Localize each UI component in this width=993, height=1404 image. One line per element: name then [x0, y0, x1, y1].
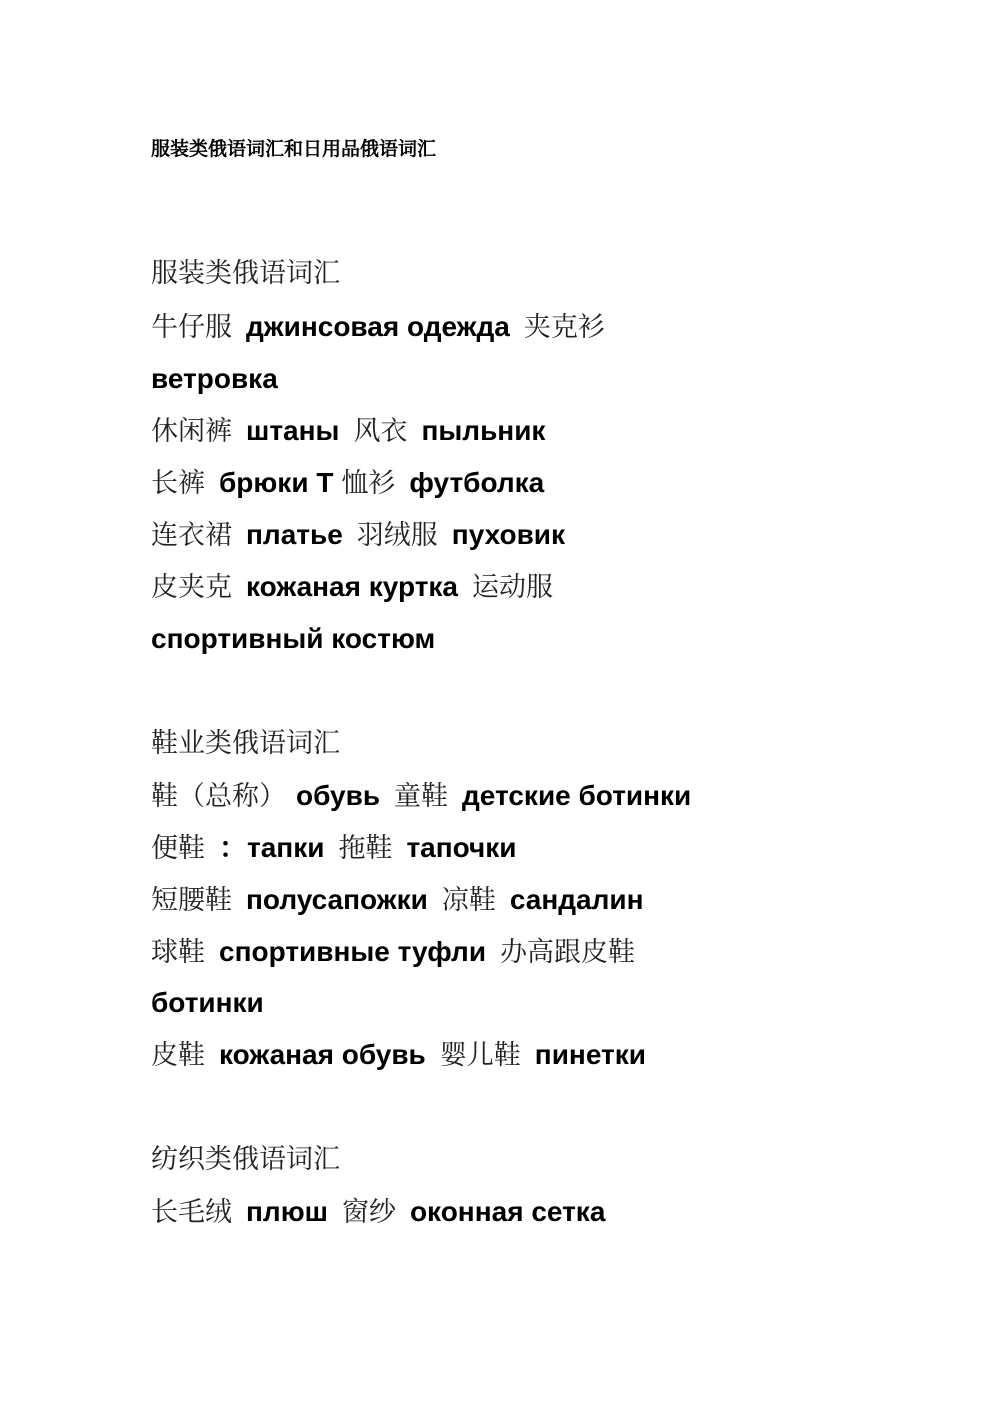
russian-term: ветровка	[151, 363, 278, 394]
russian-term: ：тапки	[219, 832, 325, 863]
chinese-term: 短腰鞋	[151, 885, 232, 916]
russian-term: брюки Т	[219, 467, 334, 498]
chinese-term: 运动服	[472, 572, 553, 603]
document-title: 服装类俄语词汇和日用品俄语词汇	[151, 138, 437, 160]
russian-term: кожаная обувь	[219, 1039, 426, 1070]
chinese-term: 凉鞋	[441, 885, 496, 916]
section-heading-textiles: 纺织类俄语词汇	[151, 1144, 340, 1175]
chinese-term: 办高跟皮鞋	[500, 937, 636, 968]
vocab-line	[151, 463, 544, 503]
chinese-term: 长毛绒	[151, 1197, 232, 1228]
russian-term: пыльник	[421, 415, 546, 446]
vocab-line	[151, 1035, 646, 1075]
russian-term: плюш	[246, 1196, 328, 1227]
russian-term: детские ботинки	[462, 780, 692, 811]
vocab-line	[151, 411, 545, 451]
russian-term: спортивный костюм	[151, 623, 436, 654]
chinese-term: 皮夹克	[151, 572, 232, 603]
russian-term: штаны	[246, 415, 340, 446]
section-heading-clothing: 服装类俄语词汇	[151, 258, 340, 289]
vocab-line	[151, 932, 635, 972]
russian-term: полусапожки	[246, 884, 428, 915]
russian-term: футболка	[409, 467, 545, 498]
russian-term: спортивные туфли	[219, 936, 487, 967]
vocab-line	[151, 1192, 605, 1232]
chinese-term: 拖鞋	[338, 833, 393, 864]
chinese-term: 夹克衫	[523, 312, 605, 343]
vocab-line	[151, 619, 435, 659]
russian-term: обувь	[296, 780, 381, 811]
chinese-term: 休闲裤	[151, 416, 232, 447]
vocab-line	[151, 515, 565, 555]
chinese-term: 童鞋	[394, 781, 449, 812]
chinese-term: 长裤	[151, 468, 205, 499]
russian-term: платье	[246, 519, 343, 550]
russian-term: пуховик	[451, 519, 566, 550]
russian-term: кожаная куртка	[246, 571, 458, 602]
chinese-term: 鞋（总称）	[151, 781, 286, 812]
chinese-term: 窗纱	[341, 1197, 396, 1228]
chinese-term: 恤衫	[341, 468, 396, 499]
chinese-term: 皮鞋	[151, 1040, 205, 1071]
chinese-term: 连衣裙	[151, 520, 232, 551]
vocab-line	[151, 359, 278, 399]
chinese-term: 牛仔服	[151, 312, 232, 343]
vocab-line	[151, 880, 643, 920]
russian-term: пинетки	[534, 1039, 646, 1070]
vocab-line	[151, 983, 264, 1023]
russian-term: оконная сетка	[409, 1196, 606, 1227]
chinese-term: 风衣	[353, 416, 408, 447]
vocab-line	[151, 828, 517, 868]
russian-term: тапочки	[406, 832, 517, 863]
russian-term: ботинки	[151, 987, 264, 1018]
chinese-term: 便鞋	[151, 833, 205, 864]
section-heading-footwear: 鞋业类俄语词汇	[151, 728, 340, 759]
vocab-line	[151, 567, 553, 607]
chinese-term: 球鞋	[151, 937, 205, 968]
chinese-term: 羽绒服	[356, 520, 438, 551]
vocab-line	[151, 307, 605, 347]
chinese-term: 婴儿鞋	[439, 1040, 521, 1071]
vocab-line	[151, 776, 691, 816]
russian-term: сандалин	[509, 884, 644, 915]
russian-term: джинсовая одежда	[246, 311, 510, 342]
